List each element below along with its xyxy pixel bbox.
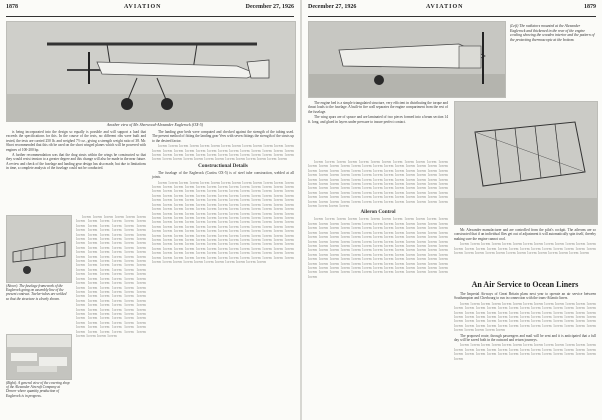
body-column-1-upper [6, 130, 146, 212]
ocean-liners-article: The Imperial Airways of Great Britain plans next year to operate an air service between Southampton and Cherbourg to run in connection with the trans-Atlantic liners. lorem lorem lorem lorem lorem lorem lorem lorem lorem lorem lorem lorem lorem lorem lorem lorem lorem lorem lorem lorem lorem lorem lorem lorem lorem lorem lorem lorem lorem lorem lorem lorem lorem lorem lorem lorem lorem lorem lorem lorem lorem lorem lorem lorem lorem lorem lorem lorem lorem lorem lorem lorem lorem lorem lorem lorem lorem lorem lorem lorem lorem lorem lorem lorem lorem lorem lorem lorem lorem lorem lorem lorem lorem lorem lorem lorem lorem lorem lorem lorem lorem lorem lorem The proposed route, through passengers and mail will be sent and it is anticipated that a full day will be saved both in the outward and return journeys. lorem lorem lorem lorem lorem lorem lorem lorem lorem lorem lorem lorem lorem lorem lorem lorem lorem lorem lorem lorem lorem lorem lorem lorem lorem lorem lorem lorem lorem lorem lorem lorem lorem lorem lorem lorem lorem lorem lorem lorem [454, 292, 596, 361]
header-rule-right [308, 16, 596, 17]
paragraph: The engine bed is a simple triangulated structure, very efficient in distributing the torque and thrust loads to the fuselage. A built-in fire wall separates the engine compartment from the rest of the fuselage. [308, 101, 448, 114]
page-number-right: 1879 [584, 4, 596, 10]
engine-caption: (Left) The radiators mounted at the Alexander Eaglerock and thickened in the rear of the engine cowling showing the wooden interior and the pattern of the protecting thermoscopic at the bottom. [510, 24, 595, 42]
biplane-illustration [7, 22, 295, 121]
journal-title-left: AVIATION [124, 4, 162, 10]
fuselage-caption: (Above). The fuselage framework of the Eaglerock going on assembly line of the present contract. Twelve-tubes are welded so that the structure is clearly shown. [6, 284, 67, 301]
fuselage-frame-illustration [7, 216, 71, 282]
shop-caption: (Right). A general view of the covering shop of the Alexander Aircraft Company at Denver where quantity production of Eaglerock is in progress. [6, 381, 70, 398]
fuselage-photo [6, 215, 72, 283]
section-title-constructional-details: Constructional Details [198, 162, 248, 169]
header-rule-left [6, 16, 294, 17]
issue-date-right: December 27, 1926 [308, 4, 357, 10]
paragraph: A further recommendation was that the drag struts within the wings be constructed so that they would resist tension to a greater degree and this change will also be made in the near future. A review and check of the fuselage and landing gear design has also made, but due to limitations in time, a complete analysis of the fuselage could not be conducted. [6, 153, 146, 171]
right-page-header [308, 4, 596, 16]
paragraph: is being incorporated into the design so equally is possible and will support a load that exceeds the specifications for this. In the course of the tests, no different ribs were built and tested, the tests are carried 250 lb. and weighed 7½ oz., giving a strength weight ratio of 38. Mr. Short recommended that this rib be used on the short winged planes which will be powered with engines of 100-200 hp. [6, 130, 146, 152]
paragraph: The landing gear beds were computed and checked against the strength of the tubing used. The present method of fitting the landing gear Vees with seven fittings the strength of the struts up to the desired factor. [152, 130, 294, 143]
body-column-1-lower: lorem lorem lorem lorem lorem lorem lorem lorem lorem lorem lorem lorem lorem lorem lorem lorem lorem lorem lorem lorem lorem lorem lorem lorem lorem lorem lorem lorem lorem lorem lorem lorem lorem lorem lorem lorem lorem lorem lorem lorem lorem lorem lorem lorem lorem lorem lorem lorem lorem lorem lorem lorem lorem lorem lorem lorem lorem lorem lorem lorem lorem lorem lorem lorem lorem lorem lorem lorem lorem lorem lorem lorem lorem lorem lorem lorem lorem lorem lorem lorem lorem lorem lorem lorem lorem lorem lorem lorem lorem lorem lorem lorem lorem lorem lorem lorem lorem lorem lorem lorem lorem lorem lorem lorem lorem lorem lorem lorem lorem lorem lorem lorem lorem lorem lorem lorem lorem lorem lorem lorem lorem lorem lorem lorem lorem lorem lorem lorem lorem lorem lorem lorem lorem lorem lorem lorem lorem lorem lorem lorem lorem lorem lorem lorem lorem lorem lorem lorem lorem lorem lorem lorem lorem lorem lorem lorem lorem lorem lorem lorem lorem lorem lorem lorem lorem lorem [76, 215, 146, 338]
body-column-2: The landing gear beds were computed and checked against the strength of the tubing used. The present method of fitting the landing gear Vees with seven fittings the strength of the struts up to the desired factor. lorem lorem lorem lorem lorem lorem lorem lorem lorem lorem lorem lorem lorem lorem lorem lorem lorem lorem lorem lorem lorem lorem lorem lorem lorem lorem lorem lorem lorem lorem lorem lorem lorem lorem lorem lorem lorem lorem lorem lorem lorem lorem lorem lorem lorem lorem lorem lorem lorem lorem lorem lorem Constructional Details The fuselage of the Eaglerock (Curtiss OX-5) is of steel tube construction, welded at all joints. lorem lorem lorem lorem lorem lorem lorem lorem lorem lorem lorem lorem lorem lorem lorem lorem lorem lorem lorem lorem lorem lorem lorem lorem lorem lorem lorem lorem lorem lorem lorem lorem lorem lorem lorem lorem lorem lorem lorem lorem lorem lorem lorem lorem lorem lorem lorem lorem lorem lorem lorem lorem lorem lorem lorem lorem lorem lorem lorem lorem lorem lorem lorem lorem lorem lorem lorem lorem lorem lorem lorem lorem lorem lorem lorem lorem lorem lorem lorem lorem lorem lorem lorem lorem lorem lorem lorem lorem lorem lorem lorem lorem lorem lorem lorem lorem lorem lorem lorem lorem lorem lorem lorem lorem lorem lorem lorem lorem lorem lorem lorem lorem lorem lorem lorem lorem lorem lorem lorem lorem lorem lorem lorem lorem lorem lorem lorem lorem lorem lorem lorem lorem lorem lorem lorem lorem lorem lorem lorem lorem lorem lorem lorem lorem lorem lorem lorem lorem lorem lorem lorem lorem lorem lorem lorem lorem lorem lorem lorem lorem lorem lorem lorem lorem lorem lorem lorem lorem lorem lorem lorem lorem lorem lorem lorem lorem lorem lorem lorem lorem lorem lorem lorem lorem lorem lorem lorem lorem lorem lorem lorem lorem lorem lorem lorem lorem lorem lorem lorem lorem lorem lorem lorem lorem lorem lorem lorem lorem lorem lorem lorem lorem lorem lorem lorem lorem lorem lorem lorem lorem lorem lorem lorem lorem lorem lorem lorem lorem lorem lorem lorem lorem lorem lorem lorem lorem lorem lorem lorem lorem lorem lorem lorem lorem lorem [152, 130, 294, 264]
engine-photo [308, 21, 506, 98]
page-number-left: 1878 [6, 4, 18, 10]
engine-cowling-illustration [309, 22, 505, 97]
article-title-ocean-liners: An Air Service to Ocean Liners [471, 280, 579, 289]
left-page [0, 0, 300, 420]
top-photo-caption: Another view of Mr. Sherwood-Alexander Eaglerock (OX-5) [106, 122, 204, 127]
wing-structure-photo [454, 101, 598, 225]
right-body-column-1-upper [308, 101, 448, 157]
right-page [302, 0, 602, 420]
left-page-header [6, 4, 294, 16]
paragraph: The fuselage of the Eaglerock (Curtiss OX-5) is of steel tube construction, welded at all joints. [152, 170, 294, 180]
right-body-column-2: Mr. Alexander manufacturer and are controlled from the pilot's cockpit. The ailerons are so constructed that if an individual flies get out of adjustment it will automatically spin itself, thereby making sure the engine cannot cool. lorem lorem lorem lorem lorem lorem lorem lorem lorem lorem lorem lorem lorem lorem lorem lorem lorem lorem lorem lorem lorem lorem lorem lorem lorem lorem lorem lorem lorem lorem lorem lorem lorem lorem lorem lorem lorem lorem lorem [454, 228, 596, 256]
journal-title-right: AVIATION [426, 4, 464, 10]
paragraph: Mr. Alexander manufacturer and are controlled from the pilot's cockpit. The ailerons are so constructed that if an individual flies get out of adjustment it will automatically spin itself, thereby making sure the engine cannot cool. [454, 228, 596, 241]
covering-shop-illustration [7, 335, 71, 379]
paragraph: The wing spars are of spruce and are laminated of two pieces formed into a beam section 14 ft. long, and glued in layers under pressure to insure perfect contact. [308, 115, 448, 124]
right-body-column-1-lower: lorem lorem lorem lorem lorem lorem lorem lorem lorem lorem lorem lorem lorem lorem lorem lorem lorem lorem lorem lorem lorem lorem lorem lorem lorem lorem lorem lorem lorem lorem lorem lorem lorem lorem lorem lorem lorem lorem lorem lorem lorem lorem lorem lorem lorem lorem lorem lorem lorem lorem lorem lorem lorem lorem lorem lorem lorem lorem lorem lorem lorem lorem lorem lorem lorem lorem lorem lorem lorem lorem lorem lorem lorem lorem lorem lorem lorem lorem lorem lorem lorem lorem lorem lorem lorem lorem lorem lorem lorem lorem lorem lorem lorem lorem lorem lorem lorem lorem lorem lorem lorem lorem lorem lorem lorem lorem lorem lorem lorem lorem lorem lorem lorem lorem lorem lorem lorem lorem lorem lorem lorem lorem lorem lorem lorem lorem lorem lorem lorem lorem lorem lorem lorem Aileron Control lorem lorem lorem lorem lorem lorem lorem lorem lorem lorem lorem lorem lorem lorem lorem lorem lorem lorem lorem lorem lorem lorem lorem lorem lorem lorem lorem lorem lorem lorem lorem lorem lorem lorem lorem lorem lorem lorem lorem lorem lorem lorem lorem lorem lorem lorem lorem lorem lorem lorem lorem lorem lorem lorem lorem lorem lorem lorem lorem lorem lorem lorem lorem lorem lorem lorem lorem lorem lorem lorem lorem lorem lorem lorem lorem lorem lorem lorem lorem lorem lorem lorem lorem lorem lorem lorem lorem lorem lorem lorem lorem lorem lorem lorem lorem lorem lorem lorem lorem lorem lorem lorem lorem lorem lorem lorem lorem lorem lorem lorem lorem lorem lorem lorem lorem lorem lorem lorem lorem lorem lorem lorem lorem lorem lorem lorem lorem lorem lorem lorem lorem lorem lorem lorem lorem lorem lorem lorem lorem lorem lorem lorem lorem lorem lorem lorem lorem lorem lorem lorem lorem lorem lorem lorem lorem lorem lorem lorem lorem lorem lorem lorem lorem lorem lorem lorem lorem lorem lorem [308, 160, 448, 279]
issue-date-left: December 27, 1926 [245, 4, 294, 10]
section-title-aileron-control: Aileron Control [360, 209, 396, 216]
biplane-photo-top [6, 21, 296, 122]
paragraph: The Imperial Airways of Great Britain plans next year to operate an air service between Southampton and Cherbourg to run in connection with the trans-Atlantic liners. [454, 292, 596, 301]
shop-photo [6, 334, 72, 380]
paragraph: The proposed route, through passengers and mail will be sent and it is anticipated that a full day will be saved both in the outward and return journeys. [454, 333, 596, 343]
wing-frame-illustration [455, 102, 597, 224]
